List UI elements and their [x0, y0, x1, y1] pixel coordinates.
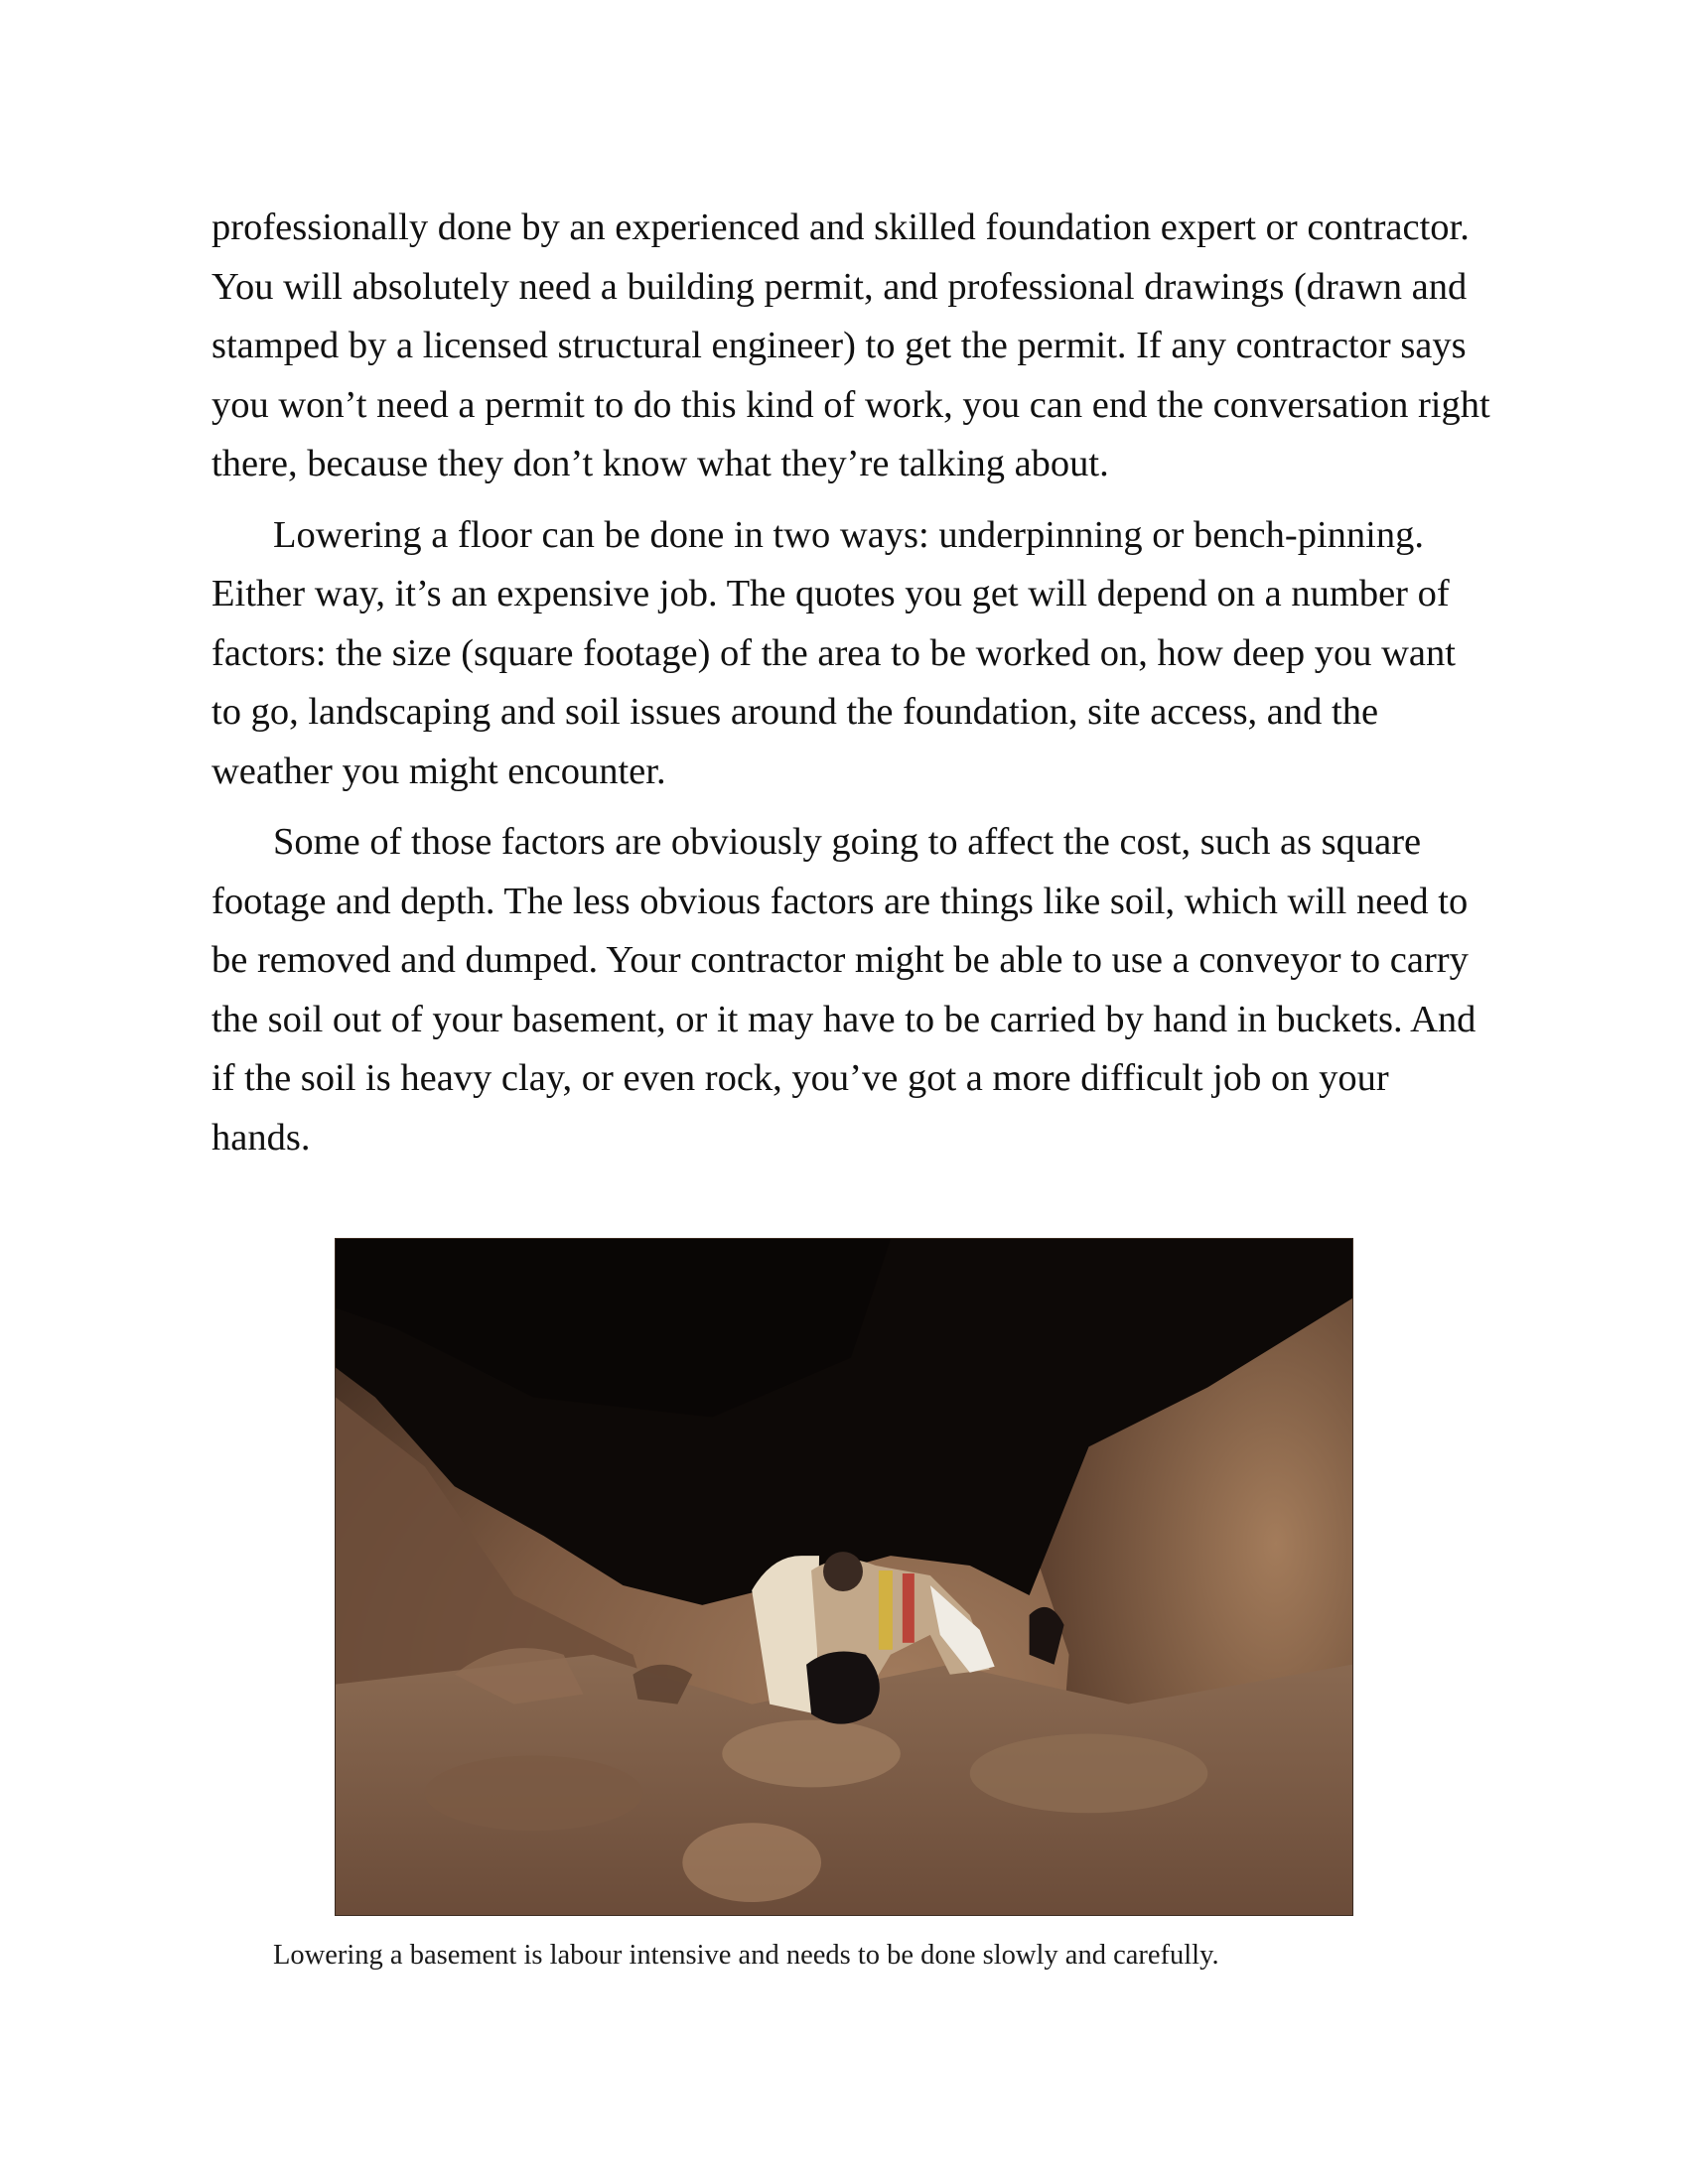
page-body [211, 199, 1492, 1179]
paragraph-cost-factors: Some of those factors are obviously going to affect the cost, such as square footage and depth. The less obvious factors are things like soil, which will need to be removed and dumped. Your contractor might be able to use a conveyor to carry the soil out of your basement, or it may have to be carried by hand in buckets. And if the soil is heavy clay, or even rock, you’ve got a more difficult job on your hands. [211, 821, 1477, 1159]
paragraph-lowering-methods: Lowering a floor can be done in two ways: underpinning or bench-pinning. Either way, it’s an expensive job. The quotes you get will depend on a number of factors: the size (square footage) of the area to be worked on, how deep you want to go, landscaping and soil issues around the foundation, site access, and the weather you might encounter. [211, 513, 1456, 792]
paragraph-permit: professionally done by an experienced and skilled foundation expert or contractor. You will absolutely need a building permit, and professional drawings (drawn and stamped by a licensed structural engineer) to get the permit. If any contractor says you won’t need a permit to do this kind of work, you can end the conversation right there, because they don’t know what they’re talking about. [211, 206, 1490, 484]
excavation-illustration [336, 1239, 1352, 1915]
basement-excavation-photo [335, 1238, 1353, 1916]
figure-caption: Lowering a basement is labour intensive and needs to be done slowly and carefully. [273, 1940, 1219, 1971]
